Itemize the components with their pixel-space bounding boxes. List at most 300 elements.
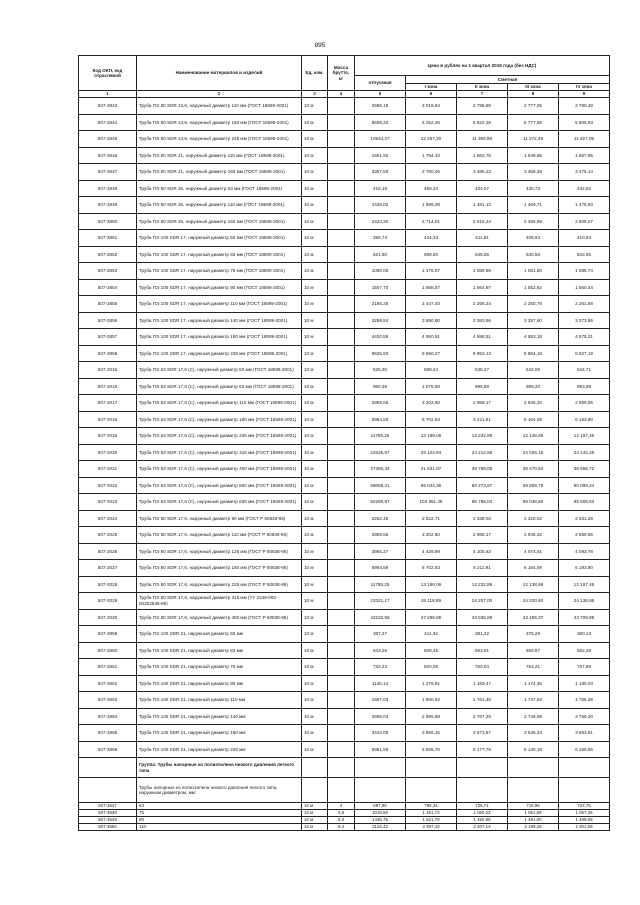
row-price-zone4: 24 142,45 bbox=[559, 444, 610, 461]
row-price-zone1: 9 660,27 bbox=[406, 345, 457, 362]
row-code: 507-2866 bbox=[79, 741, 137, 758]
table-row bbox=[79, 692, 610, 709]
group-title-row bbox=[79, 758, 610, 778]
row-price-zone3: 1 051,58 bbox=[508, 810, 559, 817]
table-row bbox=[79, 279, 610, 296]
row-price-zone4: 24 136,86 bbox=[559, 593, 610, 610]
row-price-zone3: 559,57 bbox=[508, 642, 559, 659]
row-price-zone1: 6 252,26 bbox=[406, 114, 457, 131]
row-mass bbox=[328, 362, 355, 379]
row-name: Труба ПЭ 100 SDR 17, наружный диаметр 110 мм (ГОСТ 18599-2001) bbox=[137, 296, 302, 313]
row-price-zone3: 5 777,56 bbox=[508, 114, 559, 131]
row-price-zone1: 1 688,57 bbox=[406, 279, 457, 296]
row-price-zone1: 1 621,79 bbox=[406, 817, 457, 824]
column-index: 4 bbox=[328, 91, 355, 98]
row-price-zone1: 3 650,90 bbox=[406, 312, 457, 329]
row-code: 507-2849 bbox=[79, 197, 137, 214]
row-mass bbox=[328, 263, 355, 280]
row-price-zone2: 2 767,29 bbox=[457, 708, 508, 725]
row-unit: 10 м bbox=[302, 362, 328, 379]
row-price-zone4: 3 563,81 bbox=[559, 725, 610, 742]
row-price-zone4: 1 476,83 bbox=[559, 197, 610, 214]
table-row bbox=[79, 164, 610, 181]
row-code: 507-2862 bbox=[79, 675, 137, 692]
row-price-zone3: 3 546,34 bbox=[508, 725, 559, 742]
row-price-zone3: 640,56 bbox=[508, 246, 559, 263]
row-name: Труба ПЭ 100 SDR 17, наружный диаметр 50 мм (ГОСТ 18599-2001) bbox=[137, 230, 302, 247]
row-price-zone3: 4 553,18 bbox=[508, 329, 559, 346]
row-price-zone3: 6 164,09 bbox=[508, 411, 559, 428]
row-unit: 10 м bbox=[302, 395, 328, 412]
row-price-zone4: 4 093,78 bbox=[559, 543, 610, 560]
row-code: 507-2022 bbox=[79, 477, 137, 494]
row-price-zone1: 768,34 bbox=[406, 803, 457, 810]
row-price-zone2: 3 573,87 bbox=[457, 725, 508, 742]
row-price-zone4: 380,13 bbox=[559, 626, 610, 643]
row-price-zone3: 1 481,00 bbox=[508, 817, 559, 824]
row-unit: 10 м bbox=[302, 494, 328, 511]
row-mass bbox=[328, 98, 355, 115]
row-price-zone4: 3 475,14 bbox=[559, 164, 610, 181]
row-mass bbox=[328, 659, 355, 676]
row-price-zone4: 2 331,28 bbox=[559, 510, 610, 527]
price-table bbox=[78, 55, 610, 831]
row-price-zone2: 3 485,23 bbox=[457, 164, 508, 181]
row-price-zone1: 2 397,43 bbox=[406, 824, 457, 831]
row-name: Труба ПЭ 100 SDR 21, наружный диаметр 180 мм bbox=[137, 725, 302, 742]
row-name: Труба ПЭ 100 SDR 21, наружный диаметр 110 мм bbox=[137, 692, 302, 709]
row-price-zone3: 6 164,09 bbox=[508, 560, 559, 577]
row-price-zone3: 2 495,99 bbox=[508, 213, 559, 230]
row-mass bbox=[328, 675, 355, 692]
table-body bbox=[79, 98, 610, 758]
row-price-otpusk: 4420,59 bbox=[355, 329, 406, 346]
row-price-otpusk: 2423,30 bbox=[355, 213, 406, 230]
row-price-zone3: 989,20 bbox=[508, 378, 559, 395]
group-title: Группа: Трубы напорные из полиэтилена низкого давления легкого типа bbox=[137, 758, 302, 778]
row-unit: 10 м bbox=[302, 824, 328, 831]
group-subtitle: Трубы напорные из полиэтилена низкого давления легкого типа, наружным диаметром, мм: bbox=[137, 778, 302, 803]
row-unit: 10 м bbox=[302, 725, 328, 742]
row-price-zone4: 1 560,44 bbox=[559, 279, 610, 296]
row-code: 507-2018 bbox=[79, 411, 137, 428]
row-unit: 10 м bbox=[302, 131, 328, 148]
row-price-zone2: 6 211,91 bbox=[457, 560, 508, 577]
row-unit: 10 м bbox=[302, 692, 328, 709]
column-index-row bbox=[79, 91, 610, 98]
table-row bbox=[79, 543, 610, 560]
row-price-zone4: 1 489,09 bbox=[559, 817, 610, 824]
row-price-zone4: 2 508,07 bbox=[559, 213, 610, 230]
row-price-zone3: 1 174,35 bbox=[508, 675, 559, 692]
row-price-zone2: 1 662,76 bbox=[457, 147, 508, 164]
row-price-zone3: 3 357,60 bbox=[508, 312, 559, 329]
row-price-otpusk: 1697,03 bbox=[355, 692, 406, 709]
row-name: Труба ПЭ 80 SDR 17,6, наружный диаметр 125 мм (ГОСТ Р 50838-95) bbox=[137, 543, 302, 560]
table-row bbox=[79, 246, 610, 263]
row-name: 110 bbox=[137, 824, 302, 831]
row-price-zone4: 1 086,74 bbox=[559, 263, 610, 280]
row-code: 507-2020 bbox=[79, 444, 137, 461]
row-unit: 10 м bbox=[302, 378, 328, 395]
row-price-zone1: 13 199,06 bbox=[406, 428, 457, 445]
row-unit: 10 м bbox=[302, 114, 328, 131]
row-price-zone1: 1 075,60 bbox=[406, 378, 457, 395]
header-zone1: I зона bbox=[406, 84, 457, 91]
column-index: 8 bbox=[508, 91, 559, 98]
row-mass bbox=[328, 395, 355, 412]
row-price-zone2: 546,27 bbox=[457, 362, 508, 379]
row-price-zone3: 2 320,02 bbox=[508, 510, 559, 527]
row-unit: 10 м bbox=[302, 411, 328, 428]
row-price-otpusk: 92280,87 bbox=[355, 494, 406, 511]
row-price-otpusk: 1050,00 bbox=[355, 263, 406, 280]
table-row bbox=[79, 560, 610, 577]
row-name: 90 bbox=[137, 817, 302, 824]
row-price-zone2: 4 105,63 bbox=[457, 543, 508, 560]
row-name: Труба ПЭ 100 SDR 21, наружный диаметр 90 мм bbox=[137, 675, 302, 692]
row-mass bbox=[328, 593, 355, 610]
row-unit: 10 м bbox=[302, 741, 328, 758]
row-price-zone2: 11 359,98 bbox=[457, 131, 508, 148]
row-name: Труба ПЭ 63 SDR 17,6 (С), наружный диаметр 400 мм (ГОСТ 18599-2001) bbox=[137, 461, 302, 478]
row-price-zone3: 38 470,54 bbox=[508, 461, 559, 478]
row-unit: 10 м bbox=[302, 164, 328, 181]
row-mass bbox=[328, 213, 355, 230]
row-mass bbox=[328, 444, 355, 461]
row-unit: 10 м bbox=[302, 477, 328, 494]
row-mass bbox=[328, 230, 355, 247]
row-unit: 10 м bbox=[302, 527, 328, 544]
row-name: Труба ПЭ 100 SDR 21, наружный диаметр 50 мм bbox=[137, 626, 302, 643]
table-row bbox=[79, 444, 610, 461]
row-price-zone3: 11 272,49 bbox=[508, 131, 559, 148]
row-price-zone3: 4 074,01 bbox=[508, 543, 559, 560]
row-price-zone4: 1 756,39 bbox=[559, 692, 610, 709]
row-price-zone4: 6 193,90 bbox=[559, 411, 610, 428]
row-code: 507-3549 bbox=[79, 817, 137, 824]
row-name: Труба ПЭ 63 SDR 17,6 (С), наружный диаметр 50 мм (ГОСТ 18599-2001) bbox=[137, 362, 302, 379]
row-mass bbox=[328, 609, 355, 626]
row-unit: 10 м bbox=[302, 444, 328, 461]
row-mass bbox=[328, 741, 355, 758]
row-price-zone2: 2 515,34 bbox=[457, 213, 508, 230]
row-code: 507-2029 bbox=[79, 593, 137, 610]
row-name: 63 bbox=[137, 803, 302, 810]
row-price-otpusk: 2185,25 bbox=[355, 296, 406, 313]
row-unit: 10 м bbox=[302, 609, 328, 626]
row-name: Труба ПЭ 80 SDR 17,6, наружный диаметр 315 мм (ТУ 2248-062-00203536-99) bbox=[137, 593, 302, 610]
table-row bbox=[79, 609, 610, 626]
row-price-zone1: 3 760,46 bbox=[406, 164, 457, 181]
tail-body bbox=[79, 803, 610, 831]
row-name: 75 bbox=[137, 810, 302, 817]
row-unit: 10 м bbox=[302, 817, 328, 824]
header-mass: Масса брутто, кг bbox=[328, 56, 355, 91]
row-unit: 10 м bbox=[302, 803, 328, 810]
column-index: 7 bbox=[457, 91, 508, 98]
row-price-zone3: 1 081,50 bbox=[508, 263, 559, 280]
row-price-zone1: 1 794,10 bbox=[406, 147, 457, 164]
row-price-zone3: 1 747,93 bbox=[508, 692, 559, 709]
row-mass bbox=[328, 626, 355, 643]
row-price-zone3: 2 945,32 bbox=[508, 527, 559, 544]
row-unit: 10 м bbox=[302, 279, 328, 296]
row-name: Труба ПЭ 63 SDR 17,6 (С), наружный диаметр 110 мм (ГОСТ 18599-2001) bbox=[137, 395, 302, 412]
row-price-otpusk: 367,27 bbox=[355, 626, 406, 643]
row-price-zone3: 95 048,50 bbox=[508, 494, 559, 511]
row-name: Труба ПЭ 100 SDR 17, наружный диаметр 140 мм (ГОСТ 18599-2001) bbox=[137, 312, 302, 329]
row-price-zone1: 4 950,91 bbox=[406, 329, 457, 346]
row-code: 507-2858 bbox=[79, 345, 137, 362]
row-price-zone1: 2 985,88 bbox=[406, 708, 457, 725]
row-mass: 9,4 bbox=[328, 824, 355, 831]
row-mass: 4,8 bbox=[328, 810, 355, 817]
row-code: 507-2856 bbox=[79, 312, 137, 329]
row-price-zone4: 544,71 bbox=[559, 362, 610, 379]
row-price-zone3: 3 458,39 bbox=[508, 164, 559, 181]
row-price-zone1: 103 351,36 bbox=[406, 494, 457, 511]
table-row bbox=[79, 428, 610, 445]
row-price-zone3: 430,73 bbox=[508, 180, 559, 197]
row-price-zone3: 6 130,19 bbox=[508, 741, 559, 758]
table-row bbox=[79, 180, 610, 197]
row-price-zone1: 589,44 bbox=[406, 362, 457, 379]
row-price-otpusk: 1507,70 bbox=[355, 279, 406, 296]
row-price-zone2: 2 968,17 bbox=[457, 395, 508, 412]
table-row bbox=[79, 725, 610, 742]
row-price-zone1: 820,06 bbox=[406, 659, 457, 676]
row-price-zone2: 2 798,59 bbox=[457, 98, 508, 115]
row-price-zone2: 6 177,78 bbox=[457, 741, 508, 758]
row-unit: 10 м bbox=[302, 213, 328, 230]
header-zone2: II зона bbox=[457, 84, 508, 91]
row-code: 507-2864 bbox=[79, 708, 137, 725]
table-row bbox=[79, 147, 610, 164]
header-otpusk: отпускная bbox=[355, 76, 406, 91]
row-price-zone3: 12 138,69 bbox=[508, 428, 559, 445]
row-price-zone1: 4 429,89 bbox=[406, 543, 457, 560]
header-zone3: III зона bbox=[508, 84, 559, 91]
row-mass bbox=[328, 461, 355, 478]
row-name: Труба ПЭ 80 SDR 21, наружный диаметр 160 мм (ГОСТ 18599-2001) bbox=[137, 164, 302, 181]
table-row bbox=[79, 824, 610, 831]
row-mass bbox=[328, 510, 355, 527]
row-price-zone2: 1 761,48 bbox=[457, 692, 508, 709]
row-name: Труба ПЭ 80 SDR 13,6, наружный диаметр 225 мм (ГОСТ 18599-2001) bbox=[137, 131, 302, 148]
page-number: 895 bbox=[314, 42, 326, 49]
row-price-zone4: 2 759,30 bbox=[559, 708, 610, 725]
row-price-otpusk: 2859,55 bbox=[355, 527, 406, 544]
row-price-zone2: 381,22 bbox=[457, 626, 508, 643]
row-unit: 10 м bbox=[302, 345, 328, 362]
row-code: 507-3547 bbox=[79, 803, 137, 810]
row-unit: 10 м bbox=[302, 593, 328, 610]
table-row bbox=[79, 114, 610, 131]
header-smetnaya: Сметная bbox=[406, 76, 610, 84]
column-index: 5 bbox=[355, 91, 406, 98]
row-unit: 10 м bbox=[302, 708, 328, 725]
row-mass bbox=[328, 345, 355, 362]
row-price-zone1: 26 124,94 bbox=[406, 444, 457, 461]
row-unit: 10 м bbox=[302, 263, 328, 280]
row-mass bbox=[328, 527, 355, 544]
row-unit: 10 м bbox=[302, 428, 328, 445]
row-price-zone4: 2 261,68 bbox=[559, 296, 610, 313]
row-mass bbox=[328, 642, 355, 659]
row-name: Труба ПЭ 80 SDR 17,6, наружный диаметр 90 мм (ГОСТ Р 50838-95) bbox=[137, 510, 302, 527]
table-row bbox=[79, 395, 610, 412]
row-mass bbox=[328, 131, 355, 148]
row-code: 507-2026 bbox=[79, 543, 137, 560]
row-price-zone4: 562,28 bbox=[559, 642, 610, 659]
row-unit: 10 м bbox=[302, 543, 328, 560]
row-price-zone2: 2 338,03 bbox=[457, 510, 508, 527]
table-row bbox=[79, 131, 610, 148]
row-mass bbox=[328, 428, 355, 445]
row-mass bbox=[328, 576, 355, 593]
row-price-zone3: 378,29 bbox=[508, 626, 559, 643]
row-mass bbox=[328, 312, 355, 329]
row-price-zone1: 2 522,71 bbox=[406, 510, 457, 527]
row-price-zone1: 3 856,15 bbox=[406, 725, 457, 742]
row-price-zone3: 1 552,92 bbox=[508, 279, 559, 296]
row-price-zone2: 1 564,97 bbox=[457, 279, 508, 296]
row-price-otpusk: 621,90 bbox=[355, 246, 406, 263]
row-price-zone3: 8 884,18 bbox=[508, 345, 559, 362]
row-price-zone4: 95 508,53 bbox=[559, 494, 610, 511]
row-price-otpusk: 1140,14 bbox=[355, 675, 406, 692]
row-price-otpusk: 526,30 bbox=[355, 362, 406, 379]
row-price-otpusk: 3357,59 bbox=[355, 164, 406, 181]
row-mass bbox=[328, 708, 355, 725]
row-price-zone3: 59 809,75 bbox=[508, 477, 559, 494]
row-price-zone2: 2 968,17 bbox=[457, 527, 508, 544]
table-row bbox=[79, 411, 610, 428]
row-price-zone2: 2 207,13 bbox=[457, 824, 508, 831]
row-code: 507-2865 bbox=[79, 725, 137, 742]
row-price-otpusk: 1601,92 bbox=[355, 147, 406, 164]
row-price-otpusk: 2252,48 bbox=[355, 510, 406, 527]
column-index: 3 bbox=[302, 91, 328, 98]
row-price-zone3: 2 250,79 bbox=[508, 296, 559, 313]
row-price-otpusk: 2859,55 bbox=[355, 395, 406, 412]
row-code: 507-2021 bbox=[79, 461, 137, 478]
row-price-zone1: 1 276,91 bbox=[406, 675, 457, 692]
row-price-zone1: 1 151,73 bbox=[406, 810, 457, 817]
row-price-otpusk: 23326,57 bbox=[355, 444, 406, 461]
row-code: 507-2028 bbox=[79, 576, 137, 593]
row-unit: 10 м bbox=[302, 461, 328, 478]
row-price-otpusk: 8625,50 bbox=[355, 345, 406, 362]
row-name: Труба ПЭ 100 SDR 21, наружный диаметр 75 мм bbox=[137, 659, 302, 676]
row-price-otpusk: 543,26 bbox=[355, 642, 406, 659]
header-price-caption: Цена в рублях на 1 квартал 2016 года (без НДС) bbox=[355, 56, 610, 76]
row-price-otpusk: 396,74 bbox=[355, 230, 406, 247]
row-price-zone1: 65 034,36 bbox=[406, 477, 457, 494]
row-unit: 10 м bbox=[302, 675, 328, 692]
row-code: 507-2024 bbox=[79, 510, 137, 527]
row-price-zone1: 3 202,60 bbox=[406, 395, 457, 412]
row-price-zone4: 4 575,21 bbox=[559, 329, 610, 346]
row-price-otpusk: 23321,17 bbox=[355, 593, 406, 610]
table-row bbox=[79, 345, 610, 362]
row-price-zone2: 1 481,13 bbox=[457, 197, 508, 214]
table-row bbox=[79, 197, 610, 214]
table-row bbox=[79, 329, 610, 346]
row-name: Труба ПЭ 63 SDR 17,6 (С), наружный диаметр 63 мм (ГОСТ 18599-2001) bbox=[137, 378, 302, 395]
row-price-zone1: 26 118,89 bbox=[406, 593, 457, 610]
row-price-zone4: 993,98 bbox=[559, 378, 610, 395]
row-code: 507-2851 bbox=[79, 230, 137, 247]
row-price-otpusk: 1428,02 bbox=[355, 197, 406, 214]
row-price-zone4: 3 373,86 bbox=[559, 312, 610, 329]
row-price-zone2: 12 232,89 bbox=[457, 576, 508, 593]
header-unit: Ед. изм. bbox=[302, 56, 328, 91]
row-unit: 10 м bbox=[302, 296, 328, 313]
row-price-zone1: 468,34 bbox=[406, 180, 457, 197]
row-price-zone2: 725,71 bbox=[457, 803, 508, 810]
row-price-zone2: 411,81 bbox=[457, 230, 508, 247]
row-price-otpusk: 42232,55 bbox=[355, 609, 406, 626]
row-price-zone3: 2 777,06 bbox=[508, 98, 559, 115]
table-row bbox=[79, 817, 610, 824]
row-mass bbox=[328, 197, 355, 214]
row-price-zone2: 24 212,59 bbox=[457, 444, 508, 461]
row-code: 507-2854 bbox=[79, 279, 137, 296]
row-code: 507-2019 bbox=[79, 428, 137, 445]
row-price-otpusk: 732,23 bbox=[355, 659, 406, 676]
row-price-otpusk: 58068,21 bbox=[355, 477, 406, 494]
row-price-zone3: 43 499,37 bbox=[508, 609, 559, 626]
row-name: Труба ПЭ 100 SDR 21, наружный диаметр 63 мм bbox=[137, 642, 302, 659]
row-mass bbox=[328, 692, 355, 709]
row-price-zone4: 1 180,03 bbox=[559, 675, 610, 692]
row-price-zone1: 444,33 bbox=[406, 230, 457, 247]
row-unit: 10 м bbox=[302, 626, 328, 643]
row-name: Труба ПЭ 80 SDR 26, наружный диаметр 63 мм (ГОСТ 18599-2001) bbox=[137, 180, 302, 197]
row-name: Труба ПЭ 100 SDR 21, наружный диаметр 140 мм bbox=[137, 708, 302, 725]
row-unit: 10 м bbox=[302, 147, 328, 164]
row-name: Труба ПЭ 80 SDR 17,6, наружный диаметр 225 мм (ГОСТ Р 50838-95) bbox=[137, 576, 302, 593]
row-name: Труба ПЭ 63 SDR 17,6 (С), наружный диаметр 315 мм (ГОСТ 18599-2001) bbox=[137, 444, 302, 461]
row-unit: 10 м bbox=[302, 246, 328, 263]
row-price-zone2: 3 383,66 bbox=[457, 312, 508, 329]
row-price-zone1: 608,45 bbox=[406, 642, 457, 659]
row-price-otpusk: 1435,75 bbox=[355, 817, 406, 824]
row-name: Труба ПЭ 100 SDR 17, наружный диаметр 90 мм (ГОСТ 18599-2001) bbox=[137, 279, 302, 296]
row-code: 507-2850 bbox=[79, 213, 137, 230]
row-price-otpusk: 2696,19 bbox=[355, 98, 406, 115]
table-row bbox=[79, 362, 610, 379]
row-price-zone1: 3 202,60 bbox=[406, 527, 457, 544]
row-unit: 10 м bbox=[302, 230, 328, 247]
row-price-zone4: 5 805,53 bbox=[559, 114, 610, 131]
row-price-zone2: 24 207,00 bbox=[457, 593, 508, 610]
row-price-zone2: 1 492,98 bbox=[457, 817, 508, 824]
row-mass bbox=[328, 180, 355, 197]
row-price-zone2: 43 836,69 bbox=[457, 609, 508, 626]
row-price-zone1: 6 665,70 bbox=[406, 741, 457, 758]
table-row bbox=[79, 626, 610, 643]
row-name: Труба ПЭ 80 SDR 26, наружный диаметр 110 мм (ГОСТ 18599-2001) bbox=[137, 197, 302, 214]
table-row bbox=[79, 576, 610, 593]
row-price-zone4: 6 159,86 bbox=[559, 741, 610, 758]
row-price-otpusk: 37360,34 bbox=[355, 461, 406, 478]
row-code: 507-2855 bbox=[79, 296, 137, 313]
row-code: 507-2844 bbox=[79, 114, 137, 131]
column-index: 9 bbox=[559, 91, 610, 98]
